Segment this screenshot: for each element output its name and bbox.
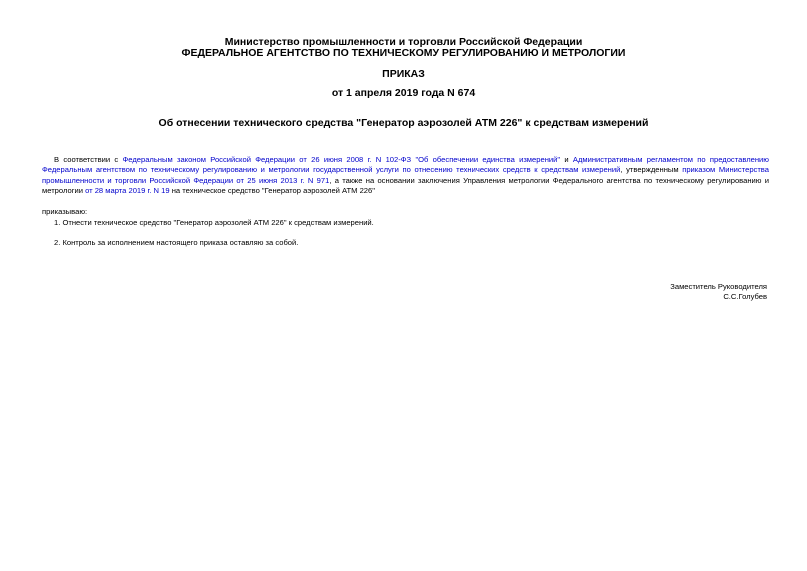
preamble-paragraph: [42, 155, 769, 196]
date-number-heading: от 1 апреля 2019 года N 674: [331, 87, 476, 99]
preamble-text-2: и: [560, 155, 573, 164]
document-title: Об отнесении технического средства "Генератор аэрозолей АТМ 226" к средствам измерений: [158, 117, 649, 129]
federal-law-link[interactable]: Федеральным законом Российской Федерации от 26 июня 2008 г. N 102-ФЗ "Об обеспечении единства измерений": [122, 155, 561, 164]
signatory-name: С.С.Голубев: [723, 292, 767, 301]
ministry-order-link[interactable]: приказом Министерства промышленности и торговли Российской Федерации от 25 июня 2013 г. N 971: [42, 165, 769, 185]
preamble-text-1: В соответствии с: [54, 155, 123, 164]
signatory-position: Заместитель Руководителя: [670, 282, 767, 291]
preamble-text-5: на техническое средство "Генератор аэрозолей АТМ 226": [169, 185, 375, 195]
admin-regulation-link[interactable]: Административным регламентом по предоставлению Федеральным агентством по техническому регулированию и метрологии государственной услуги по отнесению технических средств к средствам измерений: [42, 155, 769, 175]
order-item-1: 1. Отнести техническое средство "Генератор аэрозолей АТМ 226" к средствам измерений.: [54, 218, 374, 227]
doc-type-heading: ПРИКАЗ: [382, 68, 425, 80]
preamble-text-3: , утвержденным: [620, 165, 683, 175]
conclusion-link[interactable]: от 28 марта 2019 г. N 19: [85, 185, 170, 195]
preamble-text-4: , а также на основании заключения Управления метрологии Федерального агентства по техническому регулированию и метрологии: [42, 175, 769, 195]
order-item-2: 2. Контроль за исполнением настоящего приказа оставляю за собой.: [54, 238, 299, 247]
ministry-heading: Министерство промышленности и торговли Российской Федерации: [224, 36, 583, 48]
agency-heading: ФЕДЕРАЛЬНОЕ АГЕНТСТВО ПО ТЕХНИЧЕСКОМУ РЕГУЛИРОВАНИЮ И МЕТРОЛОГИИ: [181, 47, 626, 59]
order-verb: приказываю:: [42, 207, 88, 216]
